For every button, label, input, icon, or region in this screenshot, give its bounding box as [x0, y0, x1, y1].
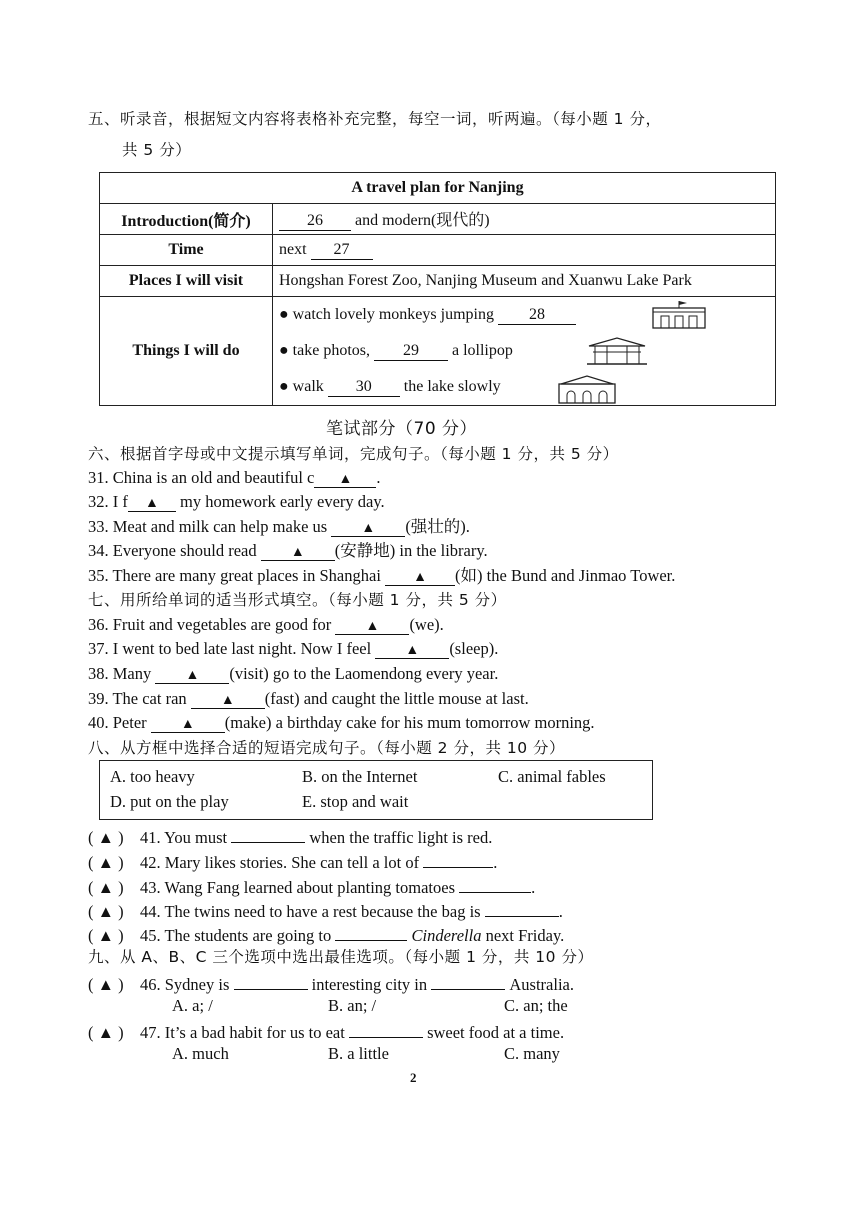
answer-blank-38[interactable]: ▲ — [155, 665, 229, 684]
choice-47-a[interactable]: A. much — [172, 1044, 229, 1063]
page-number: 2 — [410, 1070, 417, 1085]
answer-blank-36[interactable]: ▲ — [335, 616, 409, 635]
thing-row-2: ● take photos, 29 a lollipop — [279, 333, 769, 369]
time-label: Time — [100, 235, 273, 266]
option-b: B. on the Internet — [302, 767, 418, 786]
city-gate-icon — [555, 372, 619, 404]
question-31: 31. China is an old and beautiful c ▲ . — [88, 468, 381, 487]
pavilion-icon — [585, 336, 649, 366]
option-d: D. put on the play — [110, 792, 229, 811]
option-a: A. too heavy — [110, 767, 195, 786]
answer-blank-42 — [423, 849, 493, 868]
museum-gate-icon — [651, 300, 707, 330]
intro-cell — [273, 204, 776, 235]
answer-blank-44 — [485, 898, 559, 917]
choice-46-b[interactable]: B. an; / — [328, 996, 377, 1015]
question-39: 39. The cat ran ▲ (fast) and caught the little mouse at last. — [88, 689, 529, 708]
answer-bracket-42[interactable]: ( ▲ ) — [88, 853, 124, 872]
answer-blank-41 — [231, 824, 305, 843]
answer-bracket-45[interactable]: ( ▲ ) — [88, 926, 124, 945]
section5-heading: 五、听录音，根据短文内容将表格补充完整，每空一词，听两遍。（每小题 1 分， — [88, 110, 662, 128]
places-label: Places I will visit — [100, 266, 273, 297]
intro-text: and modern(现代的) — [355, 212, 490, 229]
blank-29[interactable]: 29 — [374, 342, 448, 361]
answer-blank-35[interactable]: ▲ — [385, 567, 455, 586]
answer-bracket-46[interactable]: ( ▲ ) — [88, 975, 124, 994]
question-32: 32. I f ▲ my homework early every day. — [88, 492, 385, 511]
blank-27[interactable]: 27 — [311, 241, 373, 260]
blank-30[interactable]: 30 — [328, 378, 400, 397]
question-45: ( ▲ ) 45. The students are going to Cinderella next Friday. — [88, 922, 564, 947]
question-38: 38. Many ▲ (visit) go to the Laomendong every year. — [88, 664, 499, 683]
section5-heading-cont: 共 5 分） — [122, 141, 192, 159]
section6-heading: 六、根据首字母或中文提示填写单词，完成句子。（每小题 1 分，共 5 分） — [88, 445, 619, 463]
answer-blank-33[interactable]: ▲ — [331, 518, 405, 537]
question-43: ( ▲ ) 43. Wang Fang learned about planting tomatoes . — [88, 874, 535, 899]
answer-blank-45 — [335, 922, 407, 941]
answer-bracket-44[interactable]: ( ▲ ) — [88, 902, 124, 921]
answer-blank-47 — [349, 1019, 423, 1038]
answer-blank-37[interactable]: ▲ — [375, 640, 449, 659]
answer-blank-39[interactable]: ▲ — [191, 690, 265, 709]
written-section-title: 笔试部分（70 分） — [326, 419, 478, 439]
section8-heading: 八、从方框中选择合适的短语完成句子。（每小题 2 分，共 10 分） — [88, 739, 566, 757]
option-c: C. animal fables — [498, 767, 606, 786]
question-35: 35. There are many great places in Shanghai ▲ (如) the Bund and Jinmao Tower. — [88, 566, 676, 585]
thing-row-3: ● walk 30 the lake slowly — [279, 369, 769, 405]
answer-bracket-41[interactable]: ( ▲ ) — [88, 828, 124, 847]
time-text: next — [279, 240, 307, 258]
question-44: ( ▲ ) 44. The twins need to have a rest because the bag is . — [88, 898, 563, 923]
answer-blank-31[interactable]: ▲ — [314, 469, 376, 488]
things-cell — [273, 297, 776, 406]
answer-blank-32[interactable]: ▲ — [128, 493, 176, 512]
options-box — [99, 760, 653, 820]
blank-26[interactable]: 26 — [279, 212, 351, 231]
question-36: 36. Fruit and vegetables are good for ▲ (we). — [88, 615, 444, 634]
answer-blank-46b — [431, 971, 505, 990]
question-47: ( ▲ ) 47. It’s a bad habit for us to eat sweet food at a time. — [88, 1019, 564, 1044]
things-label: Things I will do — [100, 297, 273, 406]
answer-blank-34[interactable]: ▲ — [261, 542, 335, 561]
thing-row-1: ● watch lovely monkeys jumping 28 — [279, 297, 769, 333]
section9-heading: 九、从 A、B、C 三个选项中选出最佳选项。（每小题 1 分，共 10 分） — [88, 948, 594, 966]
answer-bracket-47[interactable]: ( ▲ ) — [88, 1023, 124, 1042]
question-34: 34. Everyone should read ▲ (安静地) in the library. — [88, 541, 488, 560]
answer-blank-43 — [459, 874, 531, 893]
question-41: ( ▲ ) 41. You must when the traffic light is red. — [88, 824, 492, 849]
blank-28[interactable]: 28 — [498, 306, 576, 325]
option-e: E. stop and wait — [302, 792, 409, 811]
answer-blank-46a — [234, 971, 308, 990]
section7-heading: 七、用所给单词的适当形式填空。（每小题 1 分，共 5 分） — [88, 591, 507, 609]
choice-47-b[interactable]: B. a little — [328, 1044, 389, 1063]
question-46: ( ▲ ) 46. Sydney is interesting city in Australia. — [88, 971, 574, 996]
question-33: 33. Meat and milk can help make us ▲ (强壮的). — [88, 517, 470, 536]
question-40: 40. Peter ▲ (make) a birthday cake for his mum tomorrow morning. — [88, 713, 595, 732]
table-title: A travel plan for Nanjing — [100, 173, 776, 204]
question-37: 37. I went to bed late last night. Now I feel ▲ (sleep). — [88, 639, 499, 658]
places-text: Hongshan Forest Zoo, Nanjing Museum and Xuanwu Lake Park — [273, 266, 776, 297]
answer-blank-40[interactable]: ▲ — [151, 714, 225, 733]
answer-bracket-43[interactable]: ( ▲ ) — [88, 878, 124, 897]
time-cell — [273, 235, 776, 266]
question-42: ( ▲ ) 42. Mary likes stories. She can tell a lot of . — [88, 849, 497, 874]
choice-47-c[interactable]: C. many — [504, 1044, 560, 1063]
travel-plan-table — [99, 172, 776, 406]
intro-label: Introduction(简介) — [100, 204, 273, 235]
choice-46-c[interactable]: C. an; the — [504, 996, 568, 1015]
choice-46-a[interactable]: A. a; / — [172, 996, 213, 1015]
